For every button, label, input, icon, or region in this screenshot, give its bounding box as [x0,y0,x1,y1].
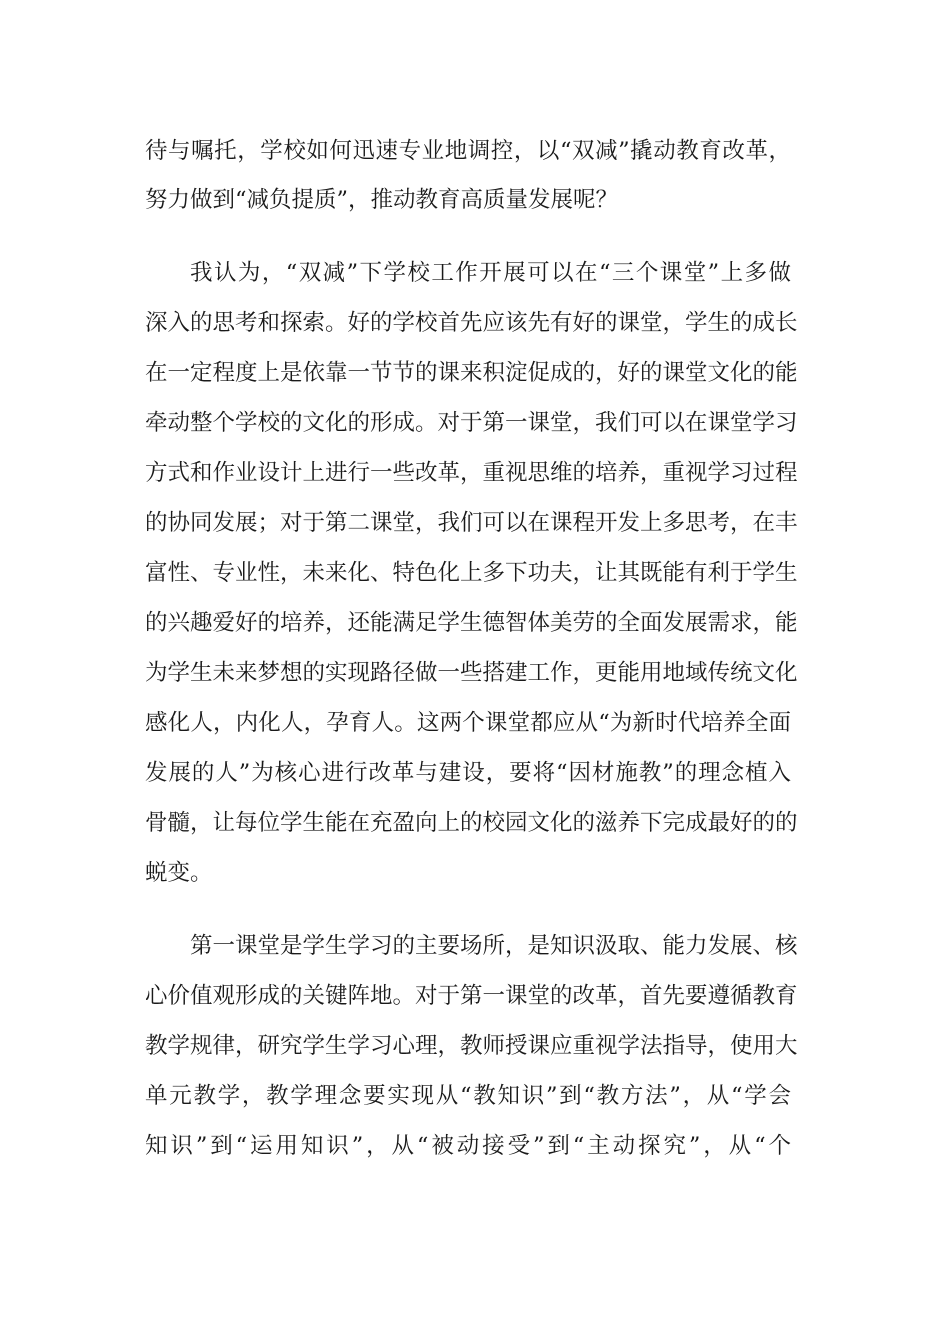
paragraph-2-line-6: 的协同发展；对于第二课堂，我们可以在课程开发上多思考，在丰 [145,510,798,536]
paragraph-1-line-2: 努力做到“减负提质”，推动教育高质量发展呢？ [145,187,619,213]
paragraph-3-line-3: 教学规律，研究学生学习心理，教师授课应重视学法指导，使用大 [145,1033,798,1059]
paragraph-2-line-10: 感化人，内化人，孕育人。这两个课堂都应从“为新时代培养全面 [145,710,791,736]
paragraph-2-line-11: 发展的人”为核心进行改革与建设，要将“因材施教”的理念植入 [145,760,791,786]
paragraph-2-line-8: 的兴趣爱好的培养，还能满足学生德智体美劳的全面发展需求，能 [145,610,798,636]
paragraph-2-line-5: 方式和作业设计上进行一些改革，重视思维的培养，重视学习过程 [145,460,798,486]
paragraph-2-line-3: 在一定程度上是依靠一节节的课来积淀促成的，好的课堂文化的能 [145,360,798,386]
paragraph-3-line-5: 知识”到“运用知识”，从“被动接受”到“主动探究”，从“个 [145,1133,791,1159]
paragraph-2-line-2: 深入的思考和探索。好的学校首先应该先有好的课堂，学生的成长 [145,310,798,336]
paragraph-3-line-4: 单元教学，教学理念要实现从“教知识”到“教方法”，从“学会 [145,1083,791,1109]
paragraph-2-line-9: 为学生未来梦想的实现路径做一些搭建工作，更能用地域传统文化 [145,660,798,686]
paragraph-2-line-7: 富性、专业性，未来化、特色化上多下功夫，让其既能有利于学生 [145,560,798,586]
paragraph-3-line-2: 心价值观形成的关键阵地。对于第一课堂的改革，首先要遵循教育 [145,983,798,1009]
paragraph-2-line-1: 我认为，“双减”下学校工作开展可以在“三个课堂”上多做 [190,260,791,286]
paragraph-2-line-4: 牵动整个学校的文化的形成。对于第一课堂，我们可以在课堂学习 [145,410,798,436]
paragraph-2-line-12: 骨髓，让每位学生能在充盈向上的校园文化的滋养下完成最好的的 [145,810,798,836]
paragraph-1-line-1: 待与嘱托，学校如何迅速专业地调控，以“双减”撬动教育改革， [145,138,791,164]
paragraph-2-line-13: 蜕变。 [145,860,213,886]
paragraph-3-line-1: 第一课堂是学生学习的主要场所，是知识汲取、能力发展、核 [190,933,798,959]
